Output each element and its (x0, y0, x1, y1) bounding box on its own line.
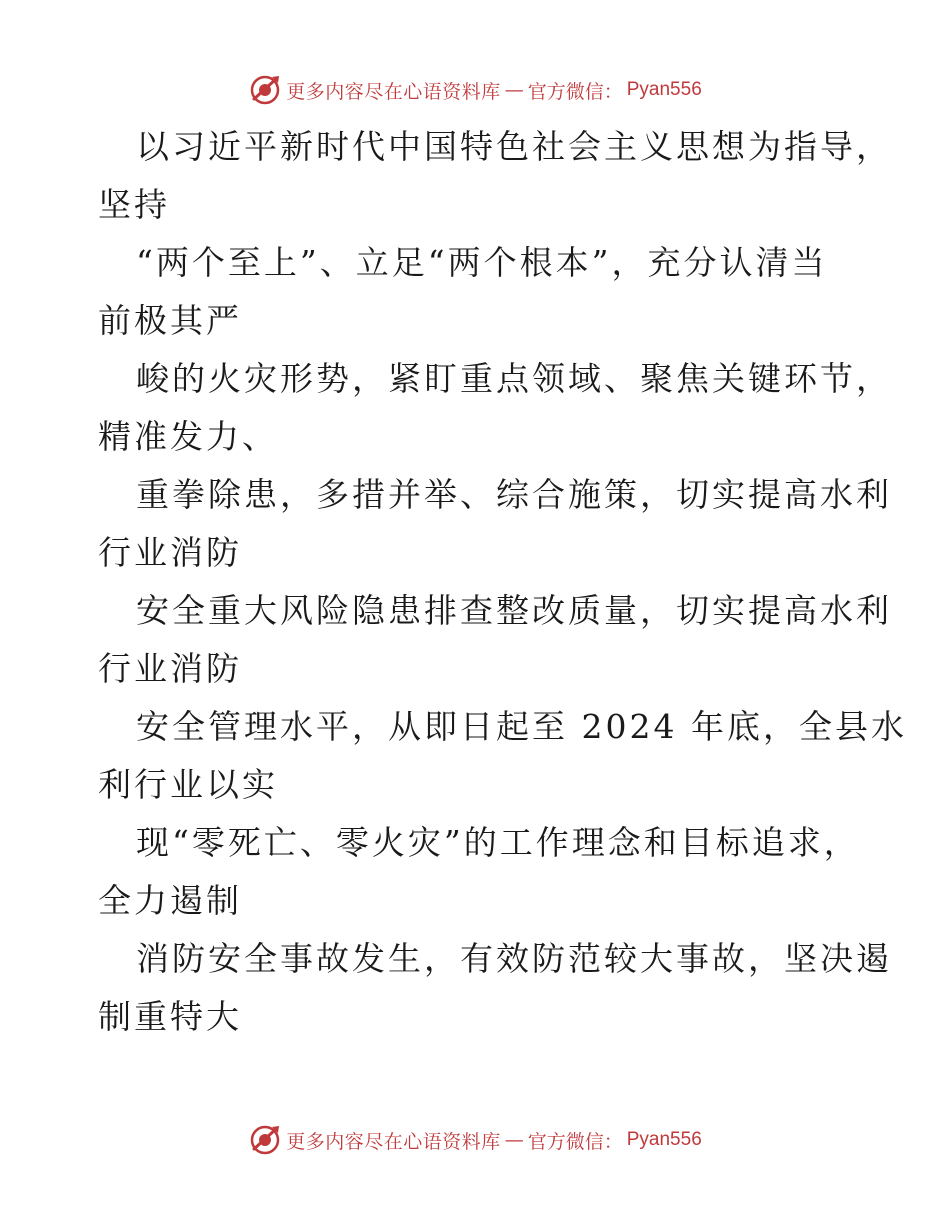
banner-site-text: 更多内容尽在心语资料库 (286, 80, 501, 103)
text-line: 消防安全事故发生，有效防范较大事故，坚决遏 (136, 939, 892, 978)
footer-banner (0, 1120, 950, 1160)
text-line: 全力遏制 (98, 881, 242, 920)
logo-icon (248, 73, 282, 107)
text-line: 利行业以实 (98, 765, 278, 804)
text-line: 前极其严 (98, 301, 242, 340)
text-line: 行业消防 (98, 533, 242, 572)
logo-icon (248, 1123, 282, 1157)
text-line: 坚持 (98, 185, 170, 224)
text-line: 峻的火灾形势，紧盯重点领域、聚焦关键环节， (136, 359, 892, 398)
banner-wechat-id: Pyan556 (626, 1129, 702, 1150)
banner-dash: — (504, 79, 524, 101)
body-text (98, 118, 907, 1046)
text-line: 以习近平新时代中国特色社会主义思想为指导， (136, 127, 892, 166)
text-line: “两个至上”、立足“两个根本”，充分认清当 (136, 243, 828, 282)
text-line: 制重特大 (98, 997, 242, 1036)
header-banner (0, 70, 950, 110)
banner-site-text: 更多内容尽在心语资料库 (286, 1130, 501, 1153)
text-line: 安全重大风险隐患排查整改质量，切实提高水利 (136, 591, 892, 630)
banner-wechat-label: 官方微信： (527, 80, 623, 103)
text-line: 重拳除患，多措并举、综合施策，切实提高水利 (136, 475, 892, 514)
banner-dash: — (504, 1129, 524, 1151)
text-line: 精准发力、 (98, 417, 278, 456)
text-line: 安全管理水平，从即日起至 2024 年底，全县水 (136, 707, 907, 746)
banner-wechat-id: Pyan556 (626, 79, 702, 100)
banner-wechat-label: 官方微信： (527, 1130, 623, 1153)
text-line: 行业消防 (98, 649, 242, 688)
text-line: 现“零死亡、零火灾”的工作理念和目标追求， (136, 823, 860, 862)
